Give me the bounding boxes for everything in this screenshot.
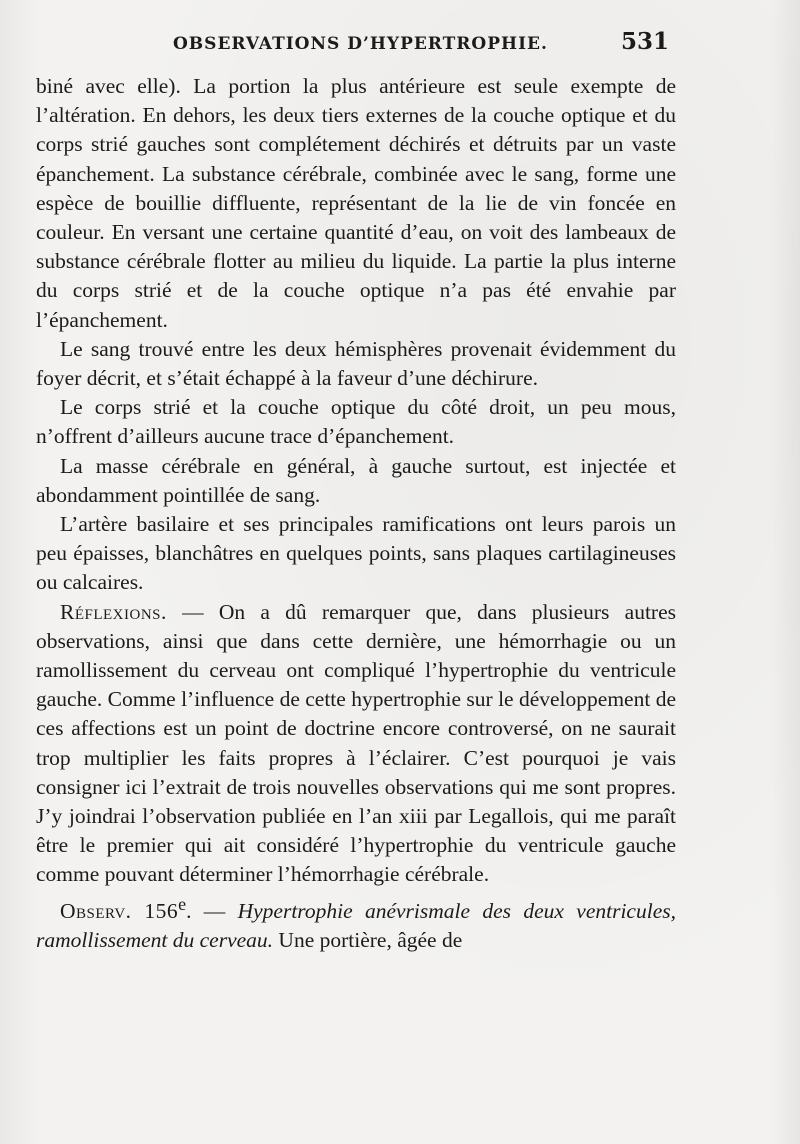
observation-title: Hypertrophie anévrismale des deux ventricules, ramollissement du cerveau. (36, 898, 676, 953)
page-number: 531 (620, 28, 669, 55)
paragraph-right-side: Le corps strié et la couche optique du côté droit, un peu mous, n’offrent d’ailleurs aucune trace d’épanchement. (36, 395, 676, 449)
reflexions-label: Réflexions. (60, 599, 167, 624)
observation-text: Une portière, âgée de (273, 928, 463, 953)
paragraph-reflexions (36, 598, 676, 890)
paragraph-observation (36, 890, 676, 956)
paragraph-basilar-artery: L’artère basilaire et ses principales ramifications ont leurs parois un peu épaisses, blanchâtres en quelques points, sans plaques cartilagineuses ou calcaires. (36, 512, 676, 595)
paragraph-blood: Le sang trouvé entre les deux hémisphères provenait évidemment du foyer décrit, et s’était échappé à la faveur d’une déchirure. (36, 336, 676, 391)
page-header (36, 28, 669, 72)
running-head: OBSERVATIONS D’HYPERTROPHIE. (173, 34, 548, 54)
observation-superscript: e (178, 893, 187, 914)
paragraph-cerebral-mass: La masse cérébrale en général, à gauche surtout, est injectée et abondamment pointillée de sang. (36, 453, 676, 507)
paragraph-continuation: biné avec elle). La portion la plus antérieure est seule exempte de l’altération. En dehors, les deux tiers externes de la couche optique et du corps strié gauches sont complétement déchirés et détruits par un vaste épanchement. La substance cérébrale, combinée avec le sang, forme une espèce de bouillie diffluente, représentant de la lie de vin foncée en couleur. En versant une certaine quantité d’eau, on voit des lambeaux de substance cérébrale flotter au milieu du liquide. La partie la plus interne du corps strié et de la couche optique n’a pas été envahie par l’épanchement. (36, 74, 676, 332)
reflexions-text: — On a dû remarquer que, dans plusieurs autres observations, ainsi que dans cette dernière, une hémorrhagie ou un ramollissement du cerveau ont compliqué l’hypertrophie du ventricule gauche. Comme l’influence de cette hypertrophie sur le développement de ces affections est un point de doctrine encore controversé, on ne saurait trop multiplier les faits propres à l’éclairer. C’est pourquoi je vais consigner ici l’extrait de trois nouvelles observations qui me sont propres. J’y joindrai l’observation publiée en l’an xiii par Legallois, qui me paraît être le premier qui ait considéré l’hypertrophie du ventricule gauche comme pouvant déterminer l’hémorrhagie cérébrale. (36, 599, 676, 887)
observation-label: Observ. 156 (60, 898, 179, 923)
observation-dash: . — (186, 898, 238, 923)
body-text (36, 72, 676, 955)
